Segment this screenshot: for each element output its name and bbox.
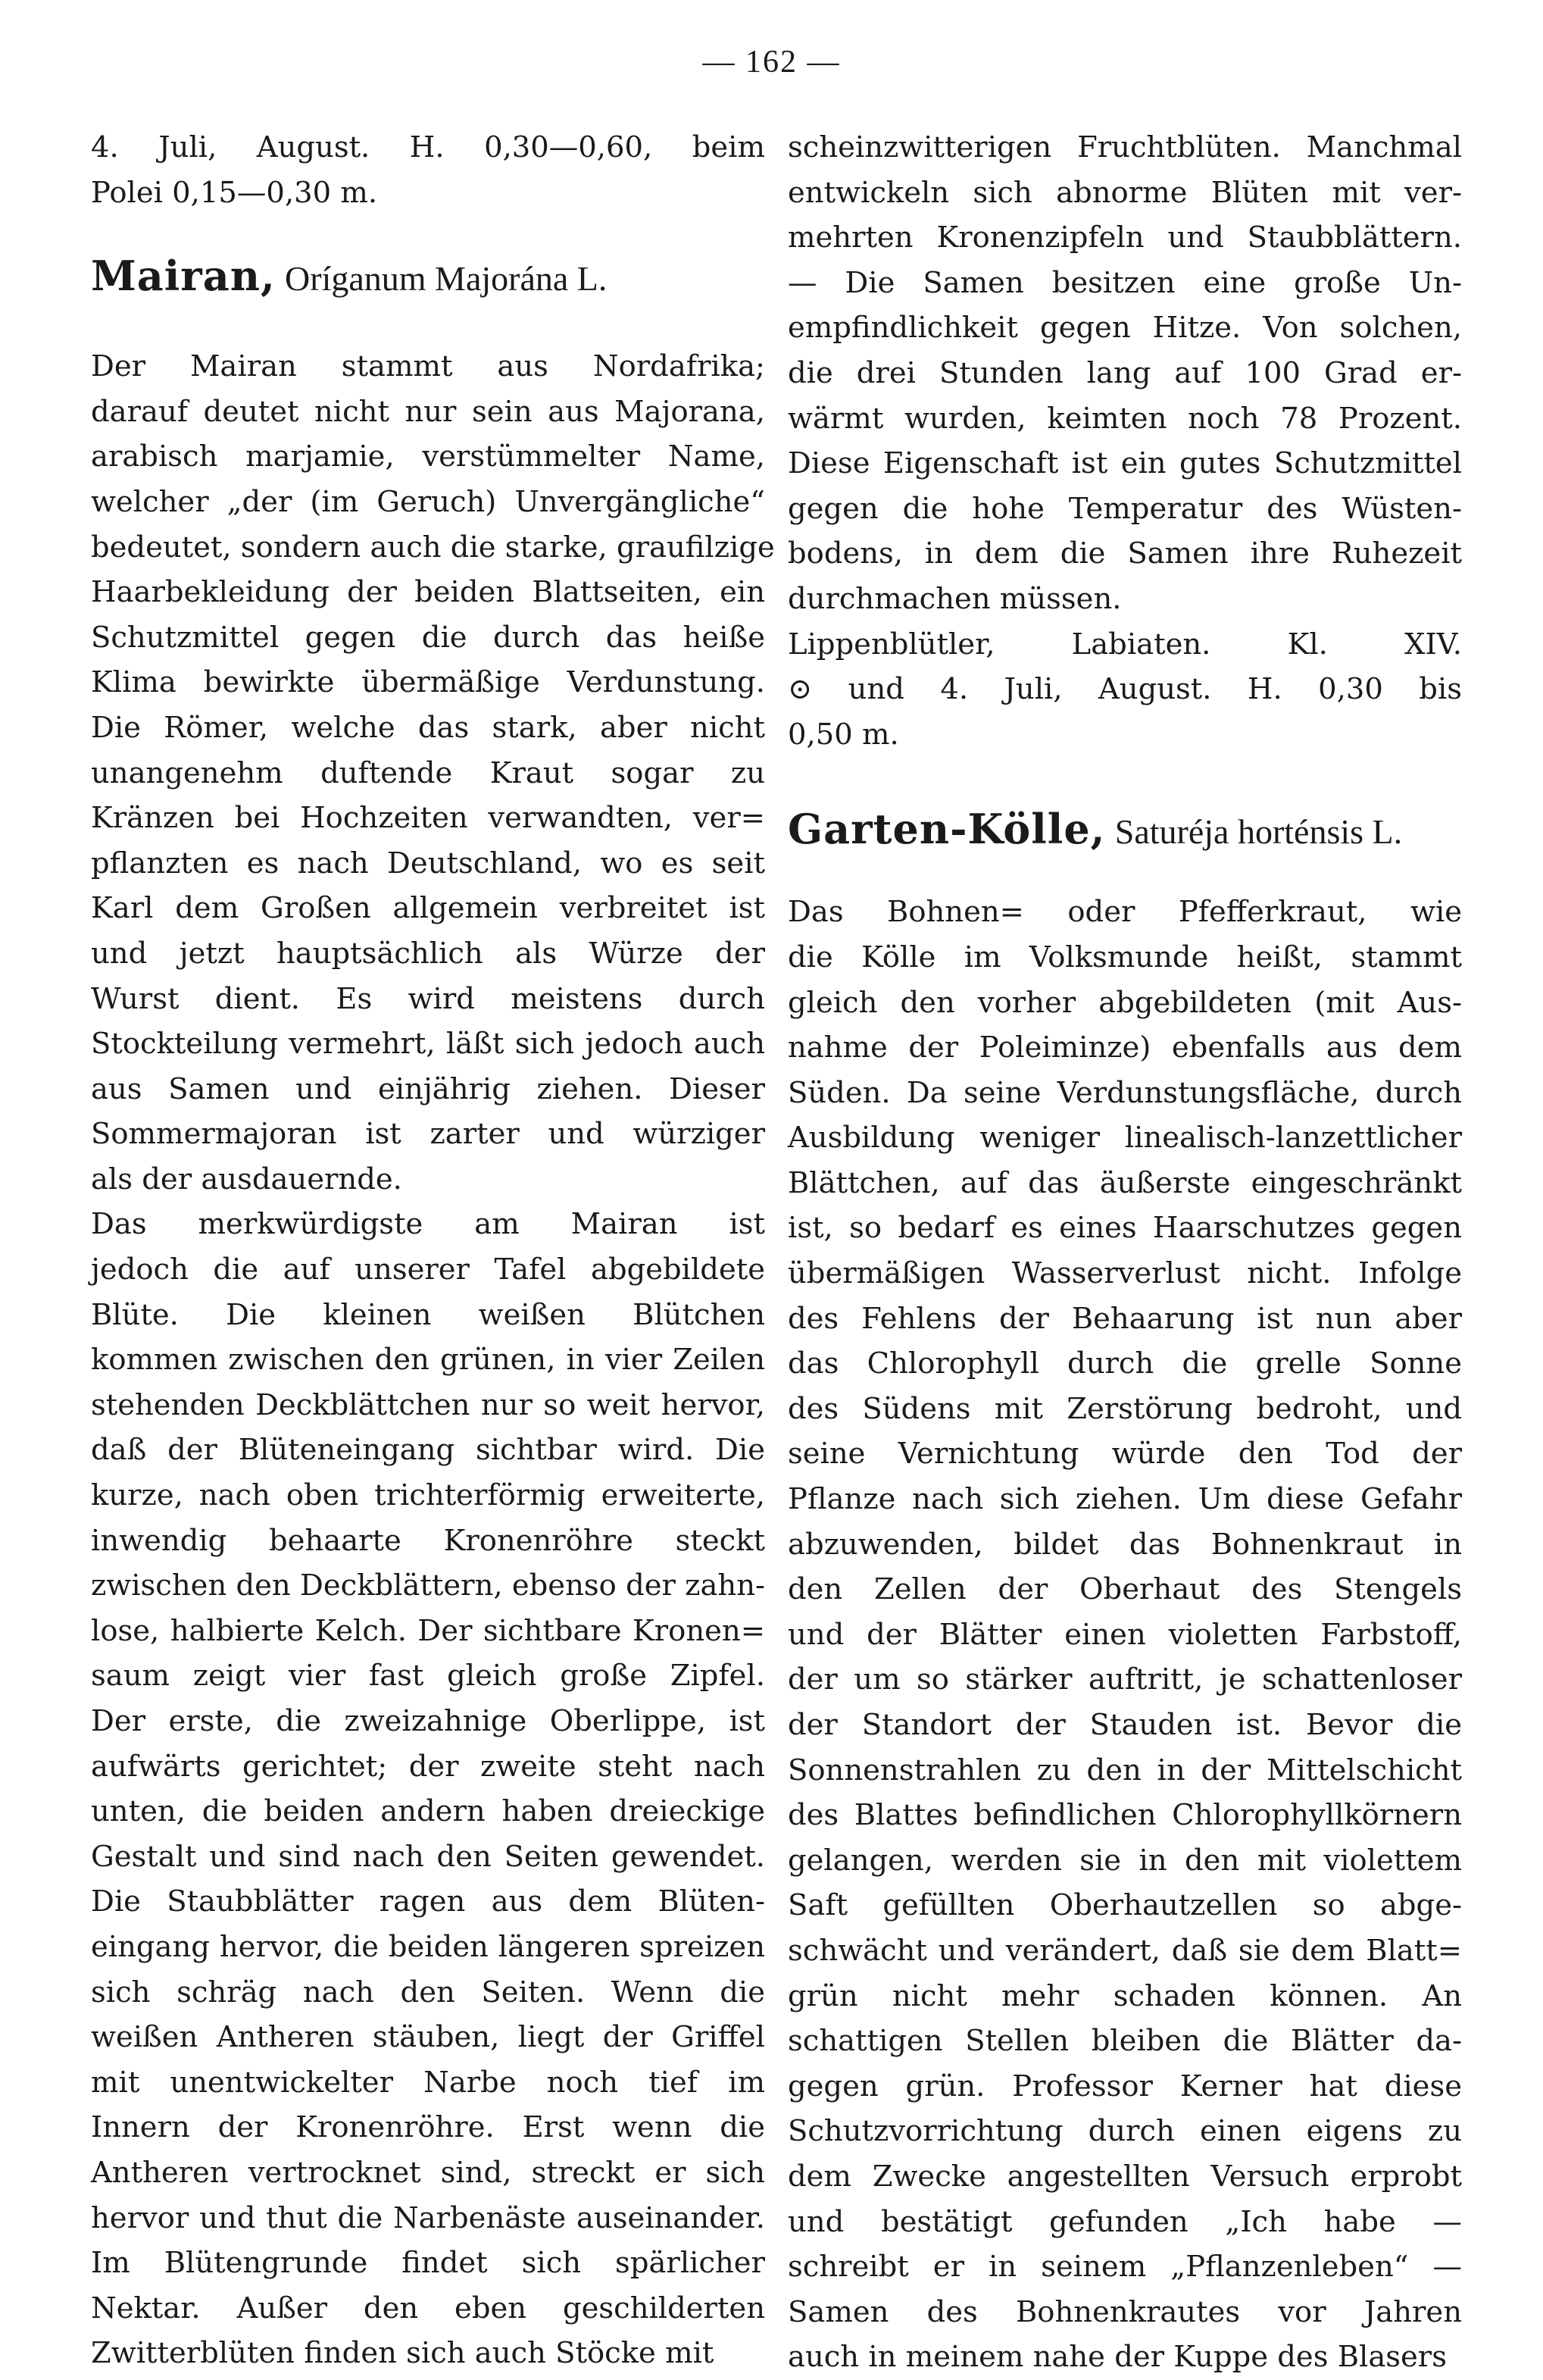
text-line: bedeutet, sondern auch die starke, graufilzige — [91, 530, 775, 565]
left-column — [91, 125, 775, 2376]
text-line: des Blattes befindlichen Chlorophyllkörnern — [788, 1798, 1462, 1833]
text-line: Gestalt und sind nach den Seiten gewendet. — [91, 1839, 765, 1874]
text-line: gegen grün. Professor Kerner hat diese — [788, 2069, 1462, 2103]
text-line: saum zeigt vier fast gleich große Zipfel. — [91, 1659, 765, 1694]
text-line: Blüte. Die kleinen weißen Blütchen — [91, 1297, 765, 1332]
text-line: darauf deutet nicht nur sein aus Majorana, — [91, 394, 765, 429]
paragraph — [91, 1202, 765, 2375]
text-line: Karl dem Großen allgemein verbreitet ist — [91, 891, 765, 926]
text-line: des Südens mit Zerstörung bedroht, und — [788, 1391, 1462, 1426]
text-line: unangenehm duftende Kraut sogar zu — [91, 755, 765, 790]
text-line: kommen zwischen den grünen, in vier Zeilen — [91, 1343, 765, 1378]
text-line: welcher „der (im Geruch) Unvergängliche“ — [91, 484, 765, 519]
text-line: lose, halbierte Kelch. Der sichtbare Kronen= — [91, 1613, 765, 1648]
text-line: Zwitterblüten finden sich auch Stöcke mit — [91, 2336, 714, 2371]
text-line: Klima bewirkte übermäßige Verdunstung. — [91, 665, 765, 700]
text-line: Stockteilung vermehrt, läßt sich jedoch auch — [91, 1027, 765, 1062]
text-line: inwendig behaarte Kronenröhre steckt — [91, 1523, 765, 1558]
text-line: 4. Juli, August. H. 0,30—0,60, beim — [91, 130, 765, 164]
text-line: arabisch marjamie, verstümmelter Name, — [91, 439, 765, 474]
text-line: zwischen den Deckblättern, ebenso der zahn- — [91, 1568, 765, 1603]
text-line: der um so stärker auftritt, je schattenloser — [788, 1662, 1462, 1697]
text-line: die drei Stunden lang auf 100 Grad er- — [788, 355, 1462, 390]
text-line: und bestätigt gefunden „Ich habe — — [788, 2204, 1462, 2239]
text-line: Haarbekleidung der beiden Blattseiten, ein — [91, 575, 765, 610]
text-line: eingang hervor, die beiden längeren spreizen — [91, 1929, 765, 1964]
heading-latin-name: Oríganum Majorána L. — [285, 259, 608, 299]
text-line: unten, die beiden andern haben dreieckige — [91, 1794, 765, 1829]
paragraph — [91, 344, 775, 1202]
text-line: Diese Eigenschaft ist ein gutes Schutzmittel — [788, 446, 1462, 481]
text-line: ⊙ und 4. Juli, August. H. 0,30 bis — [788, 672, 1462, 707]
text-line: Das merkwürdigste am Mairan ist — [91, 1207, 765, 1242]
text-line: scheinzwitterigen Fruchtblüten. Manchmal — [788, 130, 1462, 164]
text-line: auch in meinem nahe der Kuppe des Blasers — [788, 2340, 1447, 2375]
page-number: — 162 — — [702, 45, 841, 80]
text-line: mit unentwickelter Narbe noch tief im — [91, 2065, 765, 2100]
text-line: und jetzt hauptsächlich als Würze der — [91, 936, 765, 971]
text-line: entwickeln sich abnorme Blüten mit ver- — [788, 175, 1462, 210]
text-line: schattigen Stellen bleiben die Blätter da- — [788, 2024, 1462, 2059]
text-line: mehrten Kronenzipfeln und Staubblättern. — [788, 220, 1462, 255]
text-line: den Zellen der Oberhaut des Stengels — [788, 1572, 1462, 1607]
text-line: gegen die hohe Temperatur des Wüsten- — [788, 491, 1462, 526]
text-line: abzuwenden, bildet das Bohnenkraut in — [788, 1527, 1462, 1562]
text-line: die Kölle im Volksmunde heißt, stammt — [788, 940, 1462, 974]
text-line: ist, so bedarf es eines Haarschutzes gegen — [788, 1211, 1462, 1246]
text-line: nahme der Poleiminze) ebenfalls aus dem — [788, 1030, 1462, 1065]
text-line: Schutzmittel gegen die durch das heiße — [91, 620, 765, 655]
paragraph — [788, 125, 1462, 622]
text-line: Antheren vertrocknet sind, streckt er sich — [91, 2155, 765, 2190]
text-line: aus Samen und einjährig ziehen. Dieser — [91, 1071, 765, 1106]
text-line: Das Bohnen= oder Pfefferkraut, wie — [788, 895, 1462, 930]
heading-latin-name: Saturéja horténsis L. — [1114, 812, 1403, 852]
text-line: Polei 0,15—0,30 m. — [91, 175, 378, 210]
text-line: Nektar. Außer den eben geschilderten — [91, 2291, 765, 2325]
text-line: Der Mairan stammt aus Nordafrika; — [91, 349, 765, 384]
text-line: grün nicht mehr schaden können. An — [788, 1978, 1462, 2013]
text-line: Im Blütengrunde findet sich spärlicher — [91, 2246, 765, 2281]
heading-name: Mairan, — [91, 252, 276, 301]
text-line: aufwärts gerichtet; der zweite steht nach — [91, 1749, 765, 1784]
text-line: weißen Antheren stäuben, liegt der Griffel — [91, 2020, 765, 2055]
text-line: seine Vernichtung würde den Tod der — [788, 1437, 1462, 1471]
text-line: wärmt wurden, keimten noch 78 Prozent. — [788, 401, 1462, 436]
text-line: dem Zwecke angestellten Versuch erprobt — [788, 2159, 1462, 2194]
text-line: Süden. Da seine Verdunstungsfläche, durch — [788, 1075, 1462, 1110]
right-column — [788, 125, 1462, 2380]
text-line: gleich den vorher abgebildeten (mit Aus- — [788, 985, 1462, 1020]
text-line: Saft gefüllten Oberhautzellen so abge- — [788, 1888, 1462, 1923]
text-line: Blättchen, auf das äußerste eingeschränkt — [788, 1165, 1462, 1200]
text-line: Wurst dient. Es wird meistens durch — [91, 981, 765, 1016]
classification-paragraph — [788, 622, 1462, 758]
text-line: schwächt und verändert, daß sie dem Blatt= — [788, 1933, 1462, 1968]
text-line: Schutzvorrichtung durch einen eigens zu — [788, 2114, 1462, 2149]
text-line: und der Blätter einen violetten Farbstoff, — [788, 1617, 1462, 1652]
text-line: das Chlorophyll durch die grelle Sonne — [788, 1346, 1462, 1381]
text-line: bodens, in dem die Samen ihre Ruhezeit — [788, 536, 1462, 571]
text-line: Innern der Kronenröhre. Erst wenn die — [91, 2110, 765, 2145]
text-line: als der ausdauernde. — [91, 1162, 402, 1196]
text-line: des Fehlens der Behaarung ist nun aber — [788, 1301, 1462, 1336]
text-line: Sommermajoran ist zarter und würziger — [91, 1117, 765, 1152]
text-line: empfindlichkeit gegen Hitze. Von solchen, — [788, 311, 1462, 346]
text-line: Kränzen bei Hochzeiten verwandten, ver= — [91, 801, 765, 836]
intro-lines — [91, 125, 765, 215]
text-line: — Die Samen besitzen eine große Un- — [788, 265, 1462, 300]
text-line: durchmachen müssen. — [788, 581, 1122, 616]
heading-name: Garten-Kölle, — [788, 805, 1106, 854]
text-line: gelangen, werden sie in den mit violettem — [788, 1843, 1462, 1878]
text-line: Lippenblütler, Labiaten. Kl. XIV. — [788, 627, 1462, 661]
paragraph — [788, 890, 1462, 2380]
section-heading-mairan — [91, 215, 765, 344]
text-line: der Standort der Stauden ist. Bevor die — [788, 1708, 1462, 1742]
text-line: 0,50 m. — [788, 717, 899, 752]
text-line: hervor und thut die Narbenäste auseinander. — [91, 2200, 765, 2235]
text-line: pflanzten es nach Deutschland, wo es seit — [91, 846, 765, 880]
text-line: Die Römer, welche das stark, aber nicht — [91, 710, 765, 745]
text-line: daß der Blüteneingang sichtbar wird. Die — [91, 1433, 765, 1468]
text-line: übermäßigen Wasserverlust nicht. Infolge — [788, 1256, 1462, 1291]
text-line: jedoch die auf unserer Tafel abgebildete — [91, 1253, 765, 1287]
text-line: Ausbildung weniger linealisch-lanzettlicher — [788, 1121, 1462, 1156]
text-line: Pflanze nach sich ziehen. Um diese Gefahr — [788, 1482, 1462, 1517]
text-line: sich schräg nach den Seiten. Wenn die — [91, 1975, 765, 2009]
text-line: schreibt er in seinem „Pflanzenleben“ — — [788, 2250, 1462, 2285]
text-line: Die Staubblätter ragen aus dem Blüten- — [91, 1884, 765, 1919]
text-line: Samen des Bohnenkrautes vor Jahren — [788, 2294, 1462, 2329]
section-heading-garten-koelle — [788, 757, 1462, 890]
text-line: Der erste, die zweizahnige Oberlippe, ist — [91, 1704, 765, 1738]
text-line: Sonnenstrahlen zu den in der Mittelschicht — [788, 1753, 1462, 1787]
text-line: stehenden Deckblättchen nur so weit hervor, — [91, 1387, 765, 1422]
text-line: kurze, nach oben trichterförmig erweiterte, — [91, 1478, 765, 1513]
